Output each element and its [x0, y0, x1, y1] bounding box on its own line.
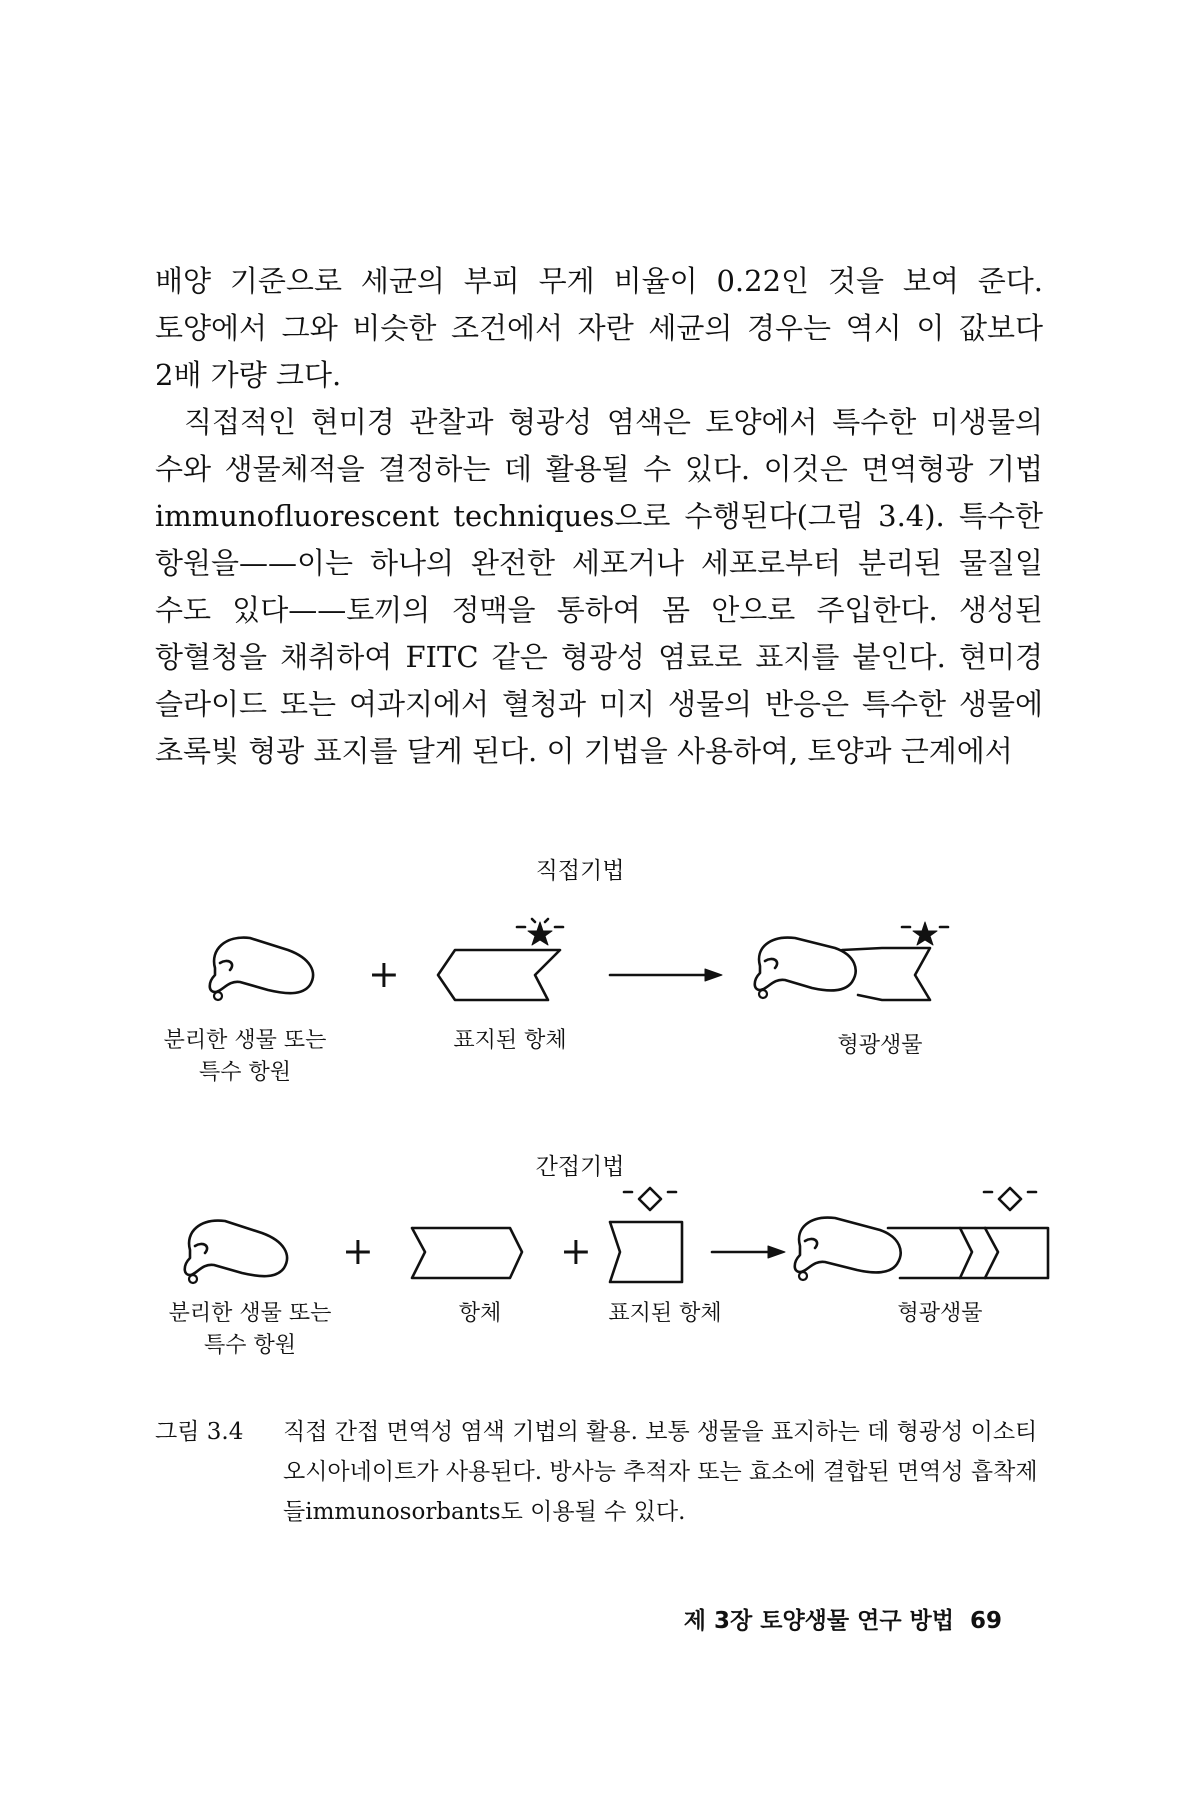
plus-sign: +: [368, 952, 400, 996]
direct-method-title: 직접기법: [535, 858, 625, 884]
direct-organism-label: [135, 1025, 355, 1089]
labeled-antibody-icon: [438, 950, 560, 1000]
organism-label-line2: 특수 항원: [203, 1333, 296, 1358]
page-number: 69: [969, 1608, 1002, 1634]
fluorescent-star-label-icon: [517, 919, 563, 945]
labeled-secondary-antibody-icon: [610, 1222, 682, 1282]
organism-label-line2: 특수 항원: [198, 1060, 291, 1085]
plus-sign: +: [342, 1229, 374, 1273]
indirect-organism-label: [140, 1298, 360, 1362]
antibody-icon: [412, 1228, 522, 1278]
plus-sign: +: [560, 1229, 592, 1273]
indirect-antibody-label: 항체: [458, 1301, 502, 1326]
body-text: [155, 258, 1043, 775]
reaction-arrow-icon: [610, 969, 722, 981]
figure-number: 그림 3.4: [155, 1419, 244, 1445]
paragraph-1: 배양 기준으로 세균의 부피 무게 비율이 0.22인 것을 보여 준다. 토양에서 그와 비슷한 조건에서 자란 세균의 경우는 역시 이 값보다 2배 가량 크다.: [155, 264, 1043, 392]
indirect-result-label: 형광생물: [897, 1301, 983, 1326]
organism-icon: [185, 1221, 287, 1283]
indirect-labeled-antibody-label: 표지된 항체: [608, 1301, 722, 1326]
caption-text: 직접 간접 면역성 염색 기법의 활용. 보통 생물을 표지하는 데 형광성 이소티오시아네이트가 사용된다. 방사능 추적자 또는 효소에 결합된 면역성 흡착제들immunosorbants도 이용될 수 있다.: [283, 1419, 1038, 1525]
organism-label-line1: 분리한 생물 또는: [163, 1028, 327, 1053]
chapter-title: 제 3장 토양생물 연구 방법: [683, 1608, 954, 1634]
organism-icon: [210, 938, 313, 1000]
direct-antibody-label: 표지된 항체: [453, 1028, 567, 1053]
indirect-method-title: 간접기법: [535, 1154, 625, 1180]
organism-label-line1: 분리한 생물 또는: [168, 1301, 332, 1326]
figure-caption: [155, 1412, 1045, 1532]
reaction-arrow-icon: [712, 1246, 785, 1258]
fluorescent-organism-icon: [795, 1188, 1048, 1280]
direct-result-label: 형광생물: [837, 1033, 923, 1058]
page-footer: [684, 1602, 1002, 1635]
paragraph-2: 직접적인 현미경 관찰과 형광성 염색은 토양에서 특수한 미생물의 수와 생물체적을 결정하는 데 활용될 수 있다. 이것은 면역형광 기법 immunofluorescent techniques으로 수행된다(그림 3.4). 특수한 항원을——이는 하나의 완전한 세포거나 세포로부터 분리된 물질일 수도 있다——토끼의 정맥을 통하여 몸 안으로 주입한다. 생성된 항혈청을 채취하여 FITC 같은 형광성 염료로 표지를 붙인다. 현미경 슬라이드 또는 여과지에서 혈청과 미지 생물의 반응은 특수한 생물에 초록빛 형광 표지를 달게 된다. 이 기법을 사용하여, 토양과 근계에서: [155, 405, 1043, 768]
fluorescent-organism-icon: [755, 922, 948, 1000]
fluorescent-diamond-label-icon: [624, 1188, 676, 1210]
